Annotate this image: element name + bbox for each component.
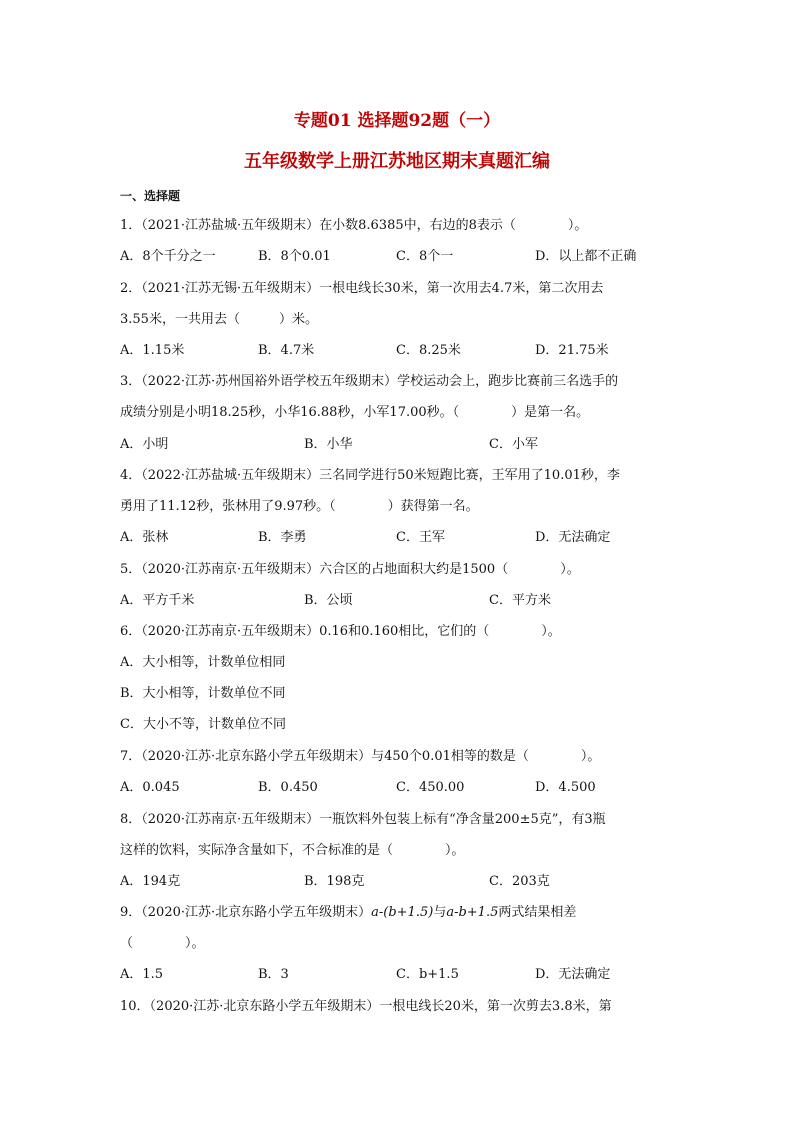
q2-option-d: D．21.75米 bbox=[535, 343, 609, 358]
q9-option-c: C．b+1.5 bbox=[396, 967, 459, 982]
doc-subtitle: 五年级数学上册江苏地区期末真题汇编 bbox=[244, 151, 550, 172]
q9-suffix: 两式结果相差 bbox=[498, 905, 577, 920]
q4-option-d: D．无法确定 bbox=[535, 530, 611, 545]
q4-option-a: A．张林 bbox=[120, 530, 169, 545]
q3-option-c: C．小军 bbox=[489, 437, 538, 452]
q9-expression-2: a-b+1.5 bbox=[446, 905, 499, 920]
question-3-text-line1: 3．（2022·江苏·苏州国裕外语学校五年级期末）学校运动会上，跑步比赛前三名选手的 bbox=[120, 374, 619, 389]
q4-option-c: C．王军 bbox=[396, 530, 445, 545]
question-1-text: 1．（2021·江苏盐城·五年级期末）在小数8.6385中，右边的8表示（ ）。 bbox=[120, 218, 588, 233]
q8-option-b: B．198克 bbox=[304, 874, 365, 889]
q1-option-a: A．8个千分之一 bbox=[120, 249, 216, 264]
question-8-text-line1: 8．（2020·江苏南京·五年级期末）一瓶饮料外包装上标有“净含量200±5克”，有3瓶 bbox=[120, 812, 606, 827]
q7-option-c: C．450.00 bbox=[396, 780, 465, 795]
q8-option-c: C．203克 bbox=[489, 874, 550, 889]
question-4-text-line2: 勇用了11.12秒，张林用了9.97秒。（ ）获得第一名。 bbox=[120, 499, 479, 514]
question-2-text-line2: 3.55米，一共用去（ ）米。 bbox=[120, 312, 318, 327]
q2-option-b: B．4.7米 bbox=[258, 343, 315, 358]
question-7-text: 7．（2020·江苏·北京东路小学五年级期末）与450个0.01相等的数是（ ）。 bbox=[120, 749, 601, 764]
doc-title: 专题01 选择题92题（一） bbox=[293, 111, 501, 131]
q9-option-b: B．3 bbox=[258, 967, 289, 982]
q5-option-c: C．平方米 bbox=[489, 593, 551, 608]
q7-option-a: A．0.045 bbox=[120, 780, 180, 795]
q9-expression-1: a-(b+1.5) bbox=[371, 905, 434, 920]
q7-option-b: B．0.450 bbox=[258, 780, 318, 795]
q2-option-c: C．8.25米 bbox=[396, 343, 461, 358]
q6-option-a: A．大小相等，计数单位相同 bbox=[120, 655, 286, 670]
q2-option-a: A．1.15米 bbox=[120, 343, 185, 358]
q8-option-a: A．194克 bbox=[120, 874, 181, 889]
question-2-text-line1: 2．（2021·江苏无锡·五年级期末）一根电线长30米，第一次用去4.7米，第二次用去 bbox=[120, 281, 604, 296]
q7-option-d: D．4.500 bbox=[535, 780, 596, 795]
q3-option-a: A．小明 bbox=[120, 437, 169, 452]
question-9-text-line1 bbox=[120, 903, 576, 923]
question-3-text-line2: 成绩分别是小明18.25秒，小华16.88秒，小军17.00秒。（ ）是第一名。 bbox=[120, 405, 590, 420]
q6-option-c: C．大小不等，计数单位不同 bbox=[120, 717, 286, 732]
question-5-text: 5．（2020·江苏南京·五年级期末）六合区的占地面积大约是1500（ ）。 bbox=[120, 562, 580, 577]
q1-option-c: C．8个一 bbox=[396, 249, 454, 264]
q9-option-d: D．无法确定 bbox=[535, 967, 611, 982]
q9-prefix: 9．（2020·江苏·北京东路小学五年级期末） bbox=[120, 905, 372, 920]
q5-option-b: B．公顷 bbox=[304, 593, 353, 608]
question-8-text-line2: 这样的饮料，实际净含量如下，不合标准的是（ ）。 bbox=[120, 843, 465, 858]
q9-option-a: A．1.5 bbox=[120, 967, 164, 982]
q9-connector: 与 bbox=[433, 905, 447, 920]
q6-option-b: B．大小相等，计数单位不同 bbox=[120, 686, 286, 701]
question-10-text: 10．（2020·江苏·北京东路小学五年级期末）一根电线长20米，第一次剪去3.8米，第 bbox=[120, 999, 612, 1014]
q3-option-b: B．小华 bbox=[304, 437, 353, 452]
question-9-text-line2: （ ）。 bbox=[120, 936, 205, 951]
q1-option-d: D．以上都不正确 bbox=[535, 249, 637, 264]
section-heading: 一、选择题 bbox=[120, 189, 181, 203]
q5-option-a: A．平方千米 bbox=[120, 593, 195, 608]
question-6-text: 6．（2020·江苏南京·五年级期末）0.16和0.160相比，它们的（ ）。 bbox=[120, 624, 561, 639]
question-4-text-line1: 4．（2022·江苏盐城·五年级期末）三名同学进行50米短跑比赛，王军用了10.01秒，李 bbox=[120, 468, 620, 483]
q1-option-b: B．8个0.01 bbox=[258, 249, 331, 264]
q4-option-b: B．李勇 bbox=[258, 530, 307, 545]
